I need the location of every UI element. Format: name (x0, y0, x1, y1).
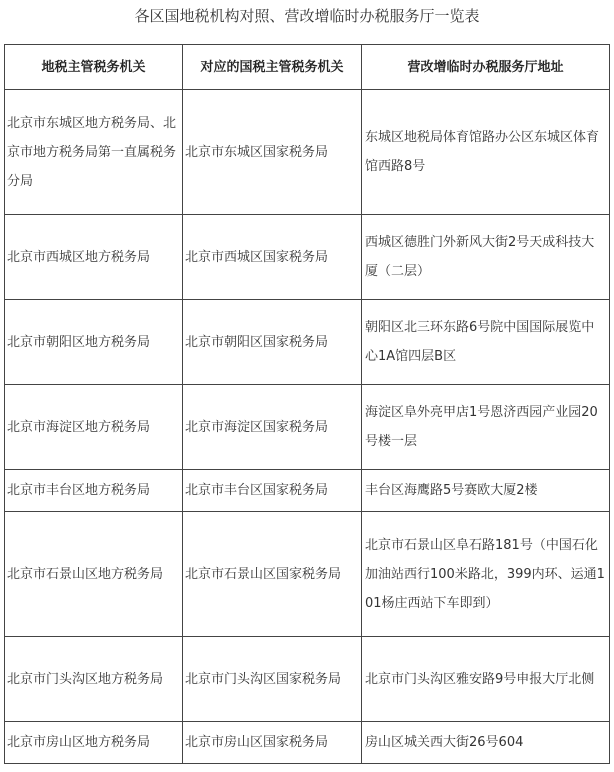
national-tax-office-cell: 北京市门头沟区国家税务局 (183, 637, 362, 722)
table-row (5, 722, 610, 764)
local-tax-office-cell: 北京市东城区地方税务局、北京市地方税务局第一直属税务分局 (5, 90, 183, 215)
national-tax-office-cell: 北京市房山区国家税务局 (183, 722, 362, 764)
service-hall-address-cell: 房山区城关西大街26号604 (362, 722, 610, 764)
service-hall-address-cell: 丰台区海鹰路5号赛欧大厦2楼 (362, 470, 610, 512)
table-row (5, 90, 610, 215)
local-tax-office-cell: 北京市海淀区地方税务局 (5, 385, 183, 470)
national-tax-office-cell: 北京市东城区国家税务局 (183, 90, 362, 215)
table-row (5, 470, 610, 512)
service-hall-address-cell: 朝阳区北三环东路6号院中国国际展览中心1A馆四层B区 (362, 300, 610, 385)
local-tax-office-cell: 北京市丰台区地方税务局 (5, 470, 183, 512)
table-row (5, 512, 610, 637)
service-hall-address-cell: 海淀区阜外亮甲店1号恩济西园产业园20号楼一层 (362, 385, 610, 470)
tax-office-table (4, 44, 610, 764)
national-tax-office-cell: 北京市西城区国家税务局 (183, 215, 362, 300)
table-row (5, 385, 610, 470)
page-title: 各区国地税机构对照、营改增临时办税服务厅一览表 (134, 7, 480, 25)
national-tax-office-cell: 北京市丰台区国家税务局 (183, 470, 362, 512)
local-tax-office-cell: 北京市石景山区地方税务局 (5, 512, 183, 637)
service-hall-address-cell: 西城区德胜门外新风大街2号天成科技大厦（二层） (362, 215, 610, 300)
local-tax-office-cell: 北京市门头沟区地方税务局 (5, 637, 183, 722)
local-tax-office-cell: 北京市房山区地方税务局 (5, 722, 183, 764)
service-hall-address-cell: 东城区地税局体育馆路办公区东城区体育馆西路8号 (362, 90, 610, 215)
table-row (5, 215, 610, 300)
national-tax-office-cell: 北京市石景山区国家税务局 (183, 512, 362, 637)
service-hall-address-cell: 北京市门头沟区雅安路9号申报大厅北侧 (362, 637, 610, 722)
header-local-tax-office: 地税主管税务机关 (5, 45, 183, 90)
table-header-row (5, 45, 610, 90)
local-tax-office-cell: 北京市西城区地方税务局 (5, 215, 183, 300)
national-tax-office-cell: 北京市海淀区国家税务局 (183, 385, 362, 470)
service-hall-address-cell: 北京市石景山区阜石路181号（中国石化加油站西行100米路北，399内环、运通101杨庄西站下车即到） (362, 512, 610, 637)
local-tax-office-cell: 北京市朝阳区地方税务局 (5, 300, 183, 385)
header-service-hall-address: 营改增临时办税服务厅地址 (362, 45, 610, 90)
header-national-tax-office: 对应的国税主管税务机关 (183, 45, 362, 90)
table-row (5, 300, 610, 385)
national-tax-office-cell: 北京市朝阳区国家税务局 (183, 300, 362, 385)
table-row (5, 637, 610, 722)
